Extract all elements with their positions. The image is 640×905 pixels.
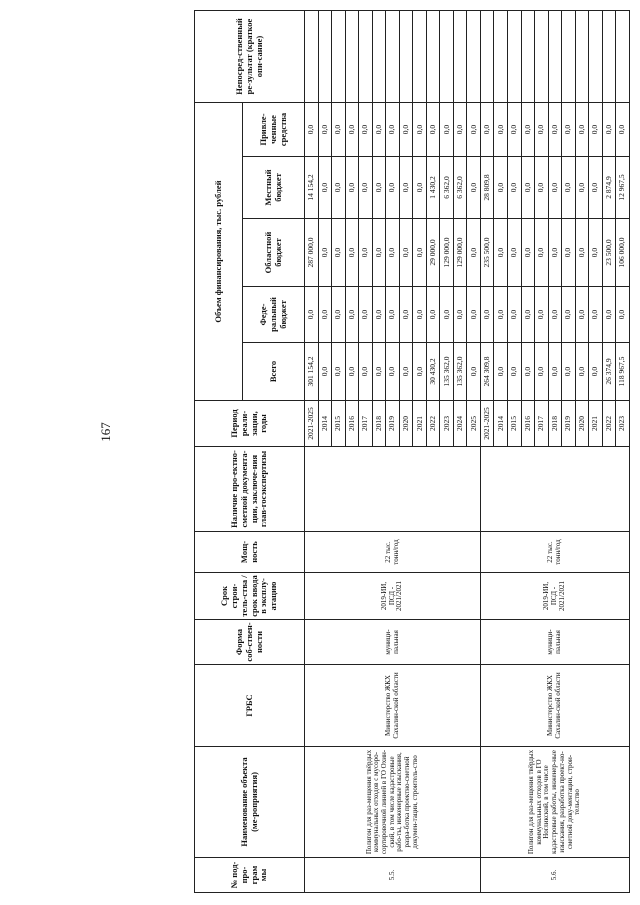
- federal-cell: 0,0: [562, 287, 576, 343]
- regional-cell: 0,0: [575, 219, 589, 287]
- result-cell: [521, 11, 535, 103]
- result-cell: [386, 11, 400, 103]
- federal-cell: 0,0: [480, 287, 494, 343]
- result-cell: [616, 11, 630, 103]
- financing-table: [194, 10, 630, 893]
- result-cell: [440, 11, 454, 103]
- total-cell: 301 154,2: [305, 343, 319, 401]
- attracted-cell: 0,0: [426, 103, 440, 157]
- regional-cell: 0,0: [372, 219, 386, 287]
- federal-cell: 0,0: [616, 287, 630, 343]
- federal-cell: 0,0: [440, 287, 454, 343]
- period-cell: 2017: [359, 401, 373, 447]
- period-cell: 2022: [426, 401, 440, 447]
- local-cell: 0,0: [521, 157, 535, 219]
- header-capacity: Мощ-ность: [195, 532, 305, 573]
- local-cell: 0,0: [359, 157, 373, 219]
- result-cell: [305, 11, 319, 103]
- attracted-cell: 0,0: [345, 103, 359, 157]
- local-cell: 0,0: [318, 157, 332, 219]
- federal-cell: 0,0: [399, 287, 413, 343]
- total-cell: 30 430,2: [426, 343, 440, 401]
- local-cell: 0,0: [386, 157, 400, 219]
- period-cell: 2021: [589, 401, 603, 447]
- table-row: [480, 11, 494, 893]
- regional-cell: 106 000,0: [616, 219, 630, 287]
- period-cell: 2021-2025: [480, 401, 494, 447]
- regional-cell: 29 000,0: [426, 219, 440, 287]
- result-cell: [548, 11, 562, 103]
- period-cell: 2014: [318, 401, 332, 447]
- total-cell: 0,0: [345, 343, 359, 401]
- local-cell: 0,0: [575, 157, 589, 219]
- regional-cell: 235 500,0: [480, 219, 494, 287]
- attracted-cell: 0,0: [440, 103, 454, 157]
- attracted-cell: 0,0: [386, 103, 400, 157]
- regional-cell: 0,0: [399, 219, 413, 287]
- federal-cell: 0,0: [332, 287, 346, 343]
- federal-cell: 0,0: [589, 287, 603, 343]
- local-cell: 2 874,9: [602, 157, 616, 219]
- result-cell: [589, 11, 603, 103]
- total-cell: 0,0: [535, 343, 549, 401]
- header-no: № под-про-грам мы: [195, 858, 305, 893]
- total-cell: 0,0: [521, 343, 535, 401]
- rotated-table-container: [194, 11, 630, 893]
- federal-cell: 0,0: [521, 287, 535, 343]
- local-cell: 6 362,0: [440, 157, 454, 219]
- federal-cell: 0,0: [467, 287, 481, 343]
- attracted-cell: 0,0: [359, 103, 373, 157]
- attracted-cell: 0,0: [453, 103, 467, 157]
- federal-cell: 0,0: [359, 287, 373, 343]
- federal-cell: 0,0: [548, 287, 562, 343]
- local-cell: 0,0: [548, 157, 562, 219]
- total-cell: 0,0: [359, 343, 373, 401]
- total-cell: 0,0: [413, 343, 427, 401]
- federal-cell: 0,0: [426, 287, 440, 343]
- local-cell: 0,0: [332, 157, 346, 219]
- attracted-cell: 0,0: [602, 103, 616, 157]
- local-cell: 0,0: [535, 157, 549, 219]
- period-cell: 2021-2025: [305, 401, 319, 447]
- header-local: Местный бюджет: [243, 157, 305, 219]
- object-capacity: 22 тыс. тонн/год: [305, 532, 481, 573]
- object-ownership: муници-пальная: [305, 620, 481, 665]
- attracted-cell: 0,0: [480, 103, 494, 157]
- period-cell: 2018: [372, 401, 386, 447]
- result-cell: [413, 11, 427, 103]
- period-cell: 2020: [575, 401, 589, 447]
- total-cell: 0,0: [467, 343, 481, 401]
- total-cell: 135 362,0: [453, 343, 467, 401]
- result-cell: [453, 11, 467, 103]
- attracted-cell: 0,0: [413, 103, 427, 157]
- header-result: Непосред-ственный ре-зультат (краткое опи-сание): [195, 11, 305, 103]
- local-cell: 0,0: [372, 157, 386, 219]
- regional-cell: 287 000,0: [305, 219, 319, 287]
- result-cell: [426, 11, 440, 103]
- period-cell: 2017: [535, 401, 549, 447]
- object-expertise: [305, 447, 481, 532]
- object-grbs: Министерство ЖКХ Сахалин-ской области: [305, 665, 481, 747]
- local-cell: 0,0: [345, 157, 359, 219]
- local-cell: 28 809,8: [480, 157, 494, 219]
- federal-cell: 0,0: [507, 287, 521, 343]
- attracted-cell: 0,0: [616, 103, 630, 157]
- total-cell: 0,0: [332, 343, 346, 401]
- federal-cell: 0,0: [305, 287, 319, 343]
- local-cell: 0,0: [413, 157, 427, 219]
- header-term: Срок строи-тель-ства / срок ввода в эксплу-атацию: [195, 573, 305, 620]
- local-cell: 0,0: [494, 157, 508, 219]
- attracted-cell: 0,0: [507, 103, 521, 157]
- federal-cell: 0,0: [535, 287, 549, 343]
- period-cell: 2019: [386, 401, 400, 447]
- period-cell: 2016: [345, 401, 359, 447]
- regional-cell: 0,0: [494, 219, 508, 287]
- attracted-cell: 0,0: [562, 103, 576, 157]
- federal-cell: 0,0: [372, 287, 386, 343]
- period-cell: 2020: [399, 401, 413, 447]
- local-cell: 1 430,2: [426, 157, 440, 219]
- regional-cell: 0,0: [521, 219, 535, 287]
- total-cell: 0,0: [575, 343, 589, 401]
- local-cell: 6 362,0: [453, 157, 467, 219]
- federal-cell: 0,0: [318, 287, 332, 343]
- object-ownership: муници-пальная: [480, 620, 629, 665]
- header-name: Наименование объекта (ме-роприятия): [195, 747, 305, 858]
- result-cell: [535, 11, 549, 103]
- attracted-cell: 0,0: [521, 103, 535, 157]
- attracted-cell: 0,0: [494, 103, 508, 157]
- result-cell: [318, 11, 332, 103]
- local-cell: 0,0: [467, 157, 481, 219]
- total-cell: 0,0: [562, 343, 576, 401]
- header-attracted: Привле-ченные средства: [243, 103, 305, 157]
- regional-cell: 0,0: [345, 219, 359, 287]
- object-number: 5.5.: [305, 858, 481, 893]
- period-cell: 2024: [453, 401, 467, 447]
- regional-cell: 0,0: [548, 219, 562, 287]
- total-cell: 0,0: [589, 343, 603, 401]
- period-cell: 2022: [602, 401, 616, 447]
- period-cell: 2021: [413, 401, 427, 447]
- total-cell: 0,0: [507, 343, 521, 401]
- header-federal: Феде-ральный бюджет: [243, 287, 305, 343]
- object-name: Полигон для раз-мещения твёрдых коммунальных отходов в ГО Ногликский, в том числе кадастровые работы, инженер-ные изыскания, разработка проект-но-сметной доку-ментации, строи-тельство: [480, 747, 629, 858]
- local-cell: 0,0: [589, 157, 603, 219]
- header-funding: Объем финансирования, тыс. рублей: [195, 103, 243, 401]
- attracted-cell: 0,0: [332, 103, 346, 157]
- attracted-cell: 0,0: [399, 103, 413, 157]
- result-cell: [372, 11, 386, 103]
- result-cell: [494, 11, 508, 103]
- federal-cell: 0,0: [386, 287, 400, 343]
- total-cell: 0,0: [548, 343, 562, 401]
- total-cell: 0,0: [494, 343, 508, 401]
- total-cell: 135 362,0: [440, 343, 454, 401]
- period-cell: 2015: [507, 401, 521, 447]
- attracted-cell: 0,0: [305, 103, 319, 157]
- result-cell: [332, 11, 346, 103]
- total-cell: 0,0: [372, 343, 386, 401]
- period-cell: 2019: [562, 401, 576, 447]
- regional-cell: 0,0: [562, 219, 576, 287]
- regional-cell: 0,0: [413, 219, 427, 287]
- header-grbs: ГРБС: [195, 665, 305, 747]
- period-cell: 2016: [521, 401, 535, 447]
- header-period: Период реали-зации, годы: [195, 401, 305, 447]
- attracted-cell: 0,0: [318, 103, 332, 157]
- result-cell: [575, 11, 589, 103]
- federal-cell: 0,0: [413, 287, 427, 343]
- result-cell: [507, 11, 521, 103]
- total-cell: 0,0: [399, 343, 413, 401]
- regional-cell: 0,0: [535, 219, 549, 287]
- local-cell: 0,0: [399, 157, 413, 219]
- result-cell: [399, 11, 413, 103]
- object-capacity: 22 тыс. тонн/год: [480, 532, 629, 573]
- header-expertise: Наличие про-ектно-сметной документа-ции, заключе-ния глав-госэкспертизы: [195, 447, 305, 532]
- total-cell: 26 374,9: [602, 343, 616, 401]
- object-expertise: [480, 447, 629, 532]
- regional-cell: 0,0: [589, 219, 603, 287]
- result-cell: [359, 11, 373, 103]
- object-grbs: Министерство ЖКХ Сахалин-ской области: [480, 665, 629, 747]
- regional-cell: 23 500,0: [602, 219, 616, 287]
- result-cell: [467, 11, 481, 103]
- attracted-cell: 0,0: [589, 103, 603, 157]
- period-cell: 2023: [440, 401, 454, 447]
- header-regional: Областной бюджет: [243, 219, 305, 287]
- total-cell: 264 309,8: [480, 343, 494, 401]
- object-name: Полигон для раз-мещения твёрдых коммунальных отходов с мусоро-сортировочной линией в ГО Охин-ский, в том числе кадастровые рабо-ты, инженерные изыскания, разра-ботка проектно-сметной докумен-тации, строитель-ство: [305, 747, 481, 858]
- local-cell: 12 967,5: [616, 157, 630, 219]
- federal-cell: 0,0: [345, 287, 359, 343]
- object-term: 2019-ИИ, ПСД - 2021/2021: [480, 573, 629, 620]
- federal-cell: 0,0: [494, 287, 508, 343]
- regional-cell: 0,0: [386, 219, 400, 287]
- regional-cell: 0,0: [507, 219, 521, 287]
- attracted-cell: 0,0: [535, 103, 549, 157]
- regional-cell: 0,0: [359, 219, 373, 287]
- regional-cell: 0,0: [467, 219, 481, 287]
- result-cell: [480, 11, 494, 103]
- table-row: [305, 11, 319, 893]
- period-cell: 2014: [494, 401, 508, 447]
- object-number: 5.6.: [480, 858, 629, 893]
- object-term: 2019-ИИ, ПСД - 2021/2021: [305, 573, 481, 620]
- result-cell: [602, 11, 616, 103]
- attracted-cell: 0,0: [575, 103, 589, 157]
- page-number: 167: [97, 422, 113, 442]
- regional-cell: 129 000,0: [453, 219, 467, 287]
- attracted-cell: 0,0: [467, 103, 481, 157]
- regional-cell: 0,0: [318, 219, 332, 287]
- attracted-cell: 0,0: [372, 103, 386, 157]
- period-cell: 2015: [332, 401, 346, 447]
- federal-cell: 0,0: [575, 287, 589, 343]
- result-cell: [562, 11, 576, 103]
- period-cell: 2025: [467, 401, 481, 447]
- federal-cell: 0,0: [602, 287, 616, 343]
- local-cell: 0,0: [562, 157, 576, 219]
- total-cell: 118 967,5: [616, 343, 630, 401]
- federal-cell: 0,0: [453, 287, 467, 343]
- regional-cell: 129 000,0: [440, 219, 454, 287]
- regional-cell: 0,0: [332, 219, 346, 287]
- total-cell: 0,0: [386, 343, 400, 401]
- local-cell: 0,0: [507, 157, 521, 219]
- period-cell: 2018: [548, 401, 562, 447]
- result-cell: [345, 11, 359, 103]
- total-cell: 0,0: [318, 343, 332, 401]
- header-total: Всего: [243, 343, 305, 401]
- attracted-cell: 0,0: [548, 103, 562, 157]
- header-row-1: [195, 11, 243, 893]
- header-ownership: Форма соб-ствен-ности: [195, 620, 305, 665]
- local-cell: 14 154,2: [305, 157, 319, 219]
- period-cell: 2023: [616, 401, 630, 447]
